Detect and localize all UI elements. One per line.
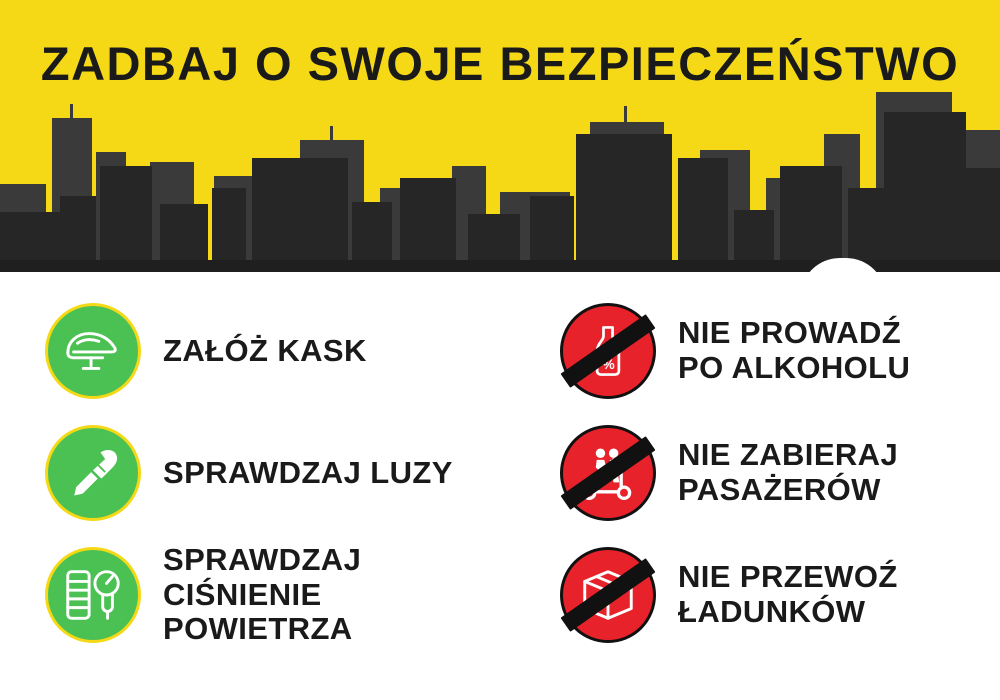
tip-label-tire-pressure bbox=[163, 543, 515, 647]
screwdriver-badge bbox=[45, 425, 141, 521]
tip-no-cargo-line2: ŁADUNKÓW bbox=[678, 594, 866, 629]
screwdriver-icon bbox=[63, 443, 123, 503]
page-title: ZADBAJ O SWOJE BEZPIECZEŃSTWO bbox=[40, 37, 960, 90]
helmet-icon bbox=[62, 320, 124, 382]
no-passengers-badge bbox=[560, 425, 656, 521]
tip-no-alcohol-line1: NIE PROWADŹ bbox=[678, 315, 902, 351]
tip-item-no-alcohol bbox=[560, 290, 1000, 412]
tips-column-dont bbox=[560, 290, 1000, 656]
tip-item-tire-pressure bbox=[45, 534, 515, 656]
helmet-badge bbox=[45, 303, 141, 399]
tire-pressure-badge bbox=[45, 547, 141, 643]
tip-label-check-play bbox=[163, 456, 453, 491]
no-cargo-badge bbox=[560, 547, 656, 643]
tips-column-do bbox=[45, 290, 515, 656]
tip-no-cargo-line1: NIE PRZEWOŹ bbox=[678, 559, 898, 595]
tire-pressure-icon bbox=[60, 562, 126, 628]
tip-label-no-cargo bbox=[678, 560, 898, 629]
tip-tire-pressure-line1: SPRAWDZAJ bbox=[163, 541, 362, 577]
tip-item-no-cargo bbox=[560, 534, 1000, 656]
tip-helmet-line1: ZAŁÓŻ KASK bbox=[163, 332, 367, 368]
header-band bbox=[0, 0, 1000, 272]
tip-check-play-line1: SPRAWDZAJ LUZY bbox=[163, 454, 453, 490]
tip-item-check-play bbox=[45, 412, 515, 534]
tip-no-passengers-line1: NIE ZABIERAJ bbox=[678, 437, 899, 473]
tip-item-helmet bbox=[45, 290, 515, 412]
tip-no-alcohol-line2: PO ALKOHOLU bbox=[678, 350, 911, 385]
tips-section bbox=[0, 272, 1000, 700]
tip-tire-pressure-line2: CIŚNIENIE POWIETRZA bbox=[163, 576, 353, 647]
city-skyline-graphic bbox=[0, 92, 1000, 272]
tip-label-no-passengers bbox=[678, 438, 898, 507]
svg-text:%: % bbox=[602, 357, 615, 373]
tip-item-no-passengers bbox=[560, 412, 1000, 534]
tip-no-passengers-line2: PASAŻERÓW bbox=[678, 472, 881, 507]
no-alcohol-badge bbox=[560, 303, 656, 399]
tip-label-helmet bbox=[163, 334, 367, 369]
tip-label-no-alcohol bbox=[678, 316, 910, 385]
